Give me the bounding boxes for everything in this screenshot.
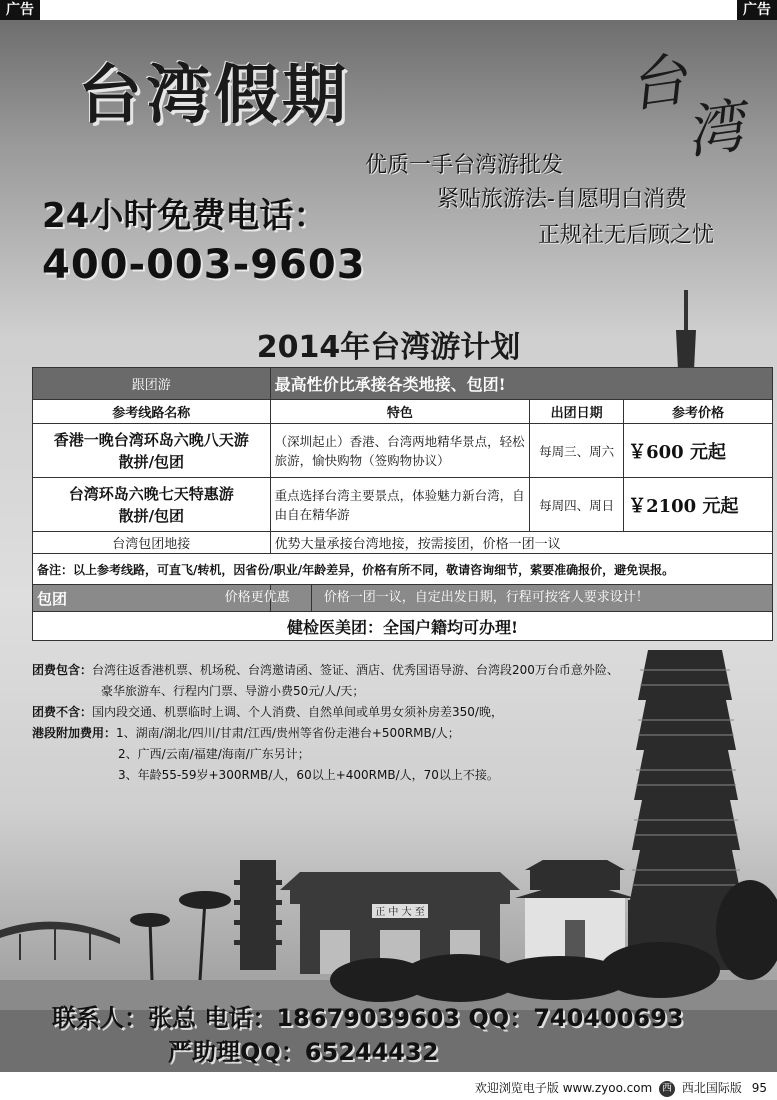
fee-included-line-2: 豪华旅游车、行程内门票、导游小费50元/人/天； [101, 684, 365, 698]
fee-included-label: 团费包含： [32, 663, 93, 677]
slogan-3: 正规社无后顾之忧 [538, 223, 715, 248]
route-title: 台湾环岛六晚七天特惠游 [68, 484, 234, 503]
travel-poster [0, 20, 777, 1072]
private-tour-desc: 价格一团一议，自定出发日期，行程可按客人要求设计！ [323, 590, 649, 605]
private-tour-row [33, 585, 773, 612]
route-dates: 每周四、周日 [530, 478, 624, 532]
header-route: 参考线路名称 [33, 400, 271, 424]
fee-extra-label: 港段附加费用： [32, 726, 117, 740]
route-type: 散拼/包团 [118, 452, 185, 471]
edition-badge-icon: 西 [659, 1081, 675, 1097]
header-price: 参考价格 [624, 400, 773, 424]
private-tour-label: 包团 [33, 585, 271, 612]
fee-excluded-line [32, 702, 652, 723]
footer-site: 欢迎浏览电子版 www.zyoo.com [474, 1081, 653, 1095]
header-feature: 特色 [270, 400, 530, 424]
fee-extra-line-3: 3、年龄55-59岁+300RMB/人，60以上+400RMB/人，70以上不接。 [118, 768, 499, 782]
slogan-1: 优质一手台湾游批发 [365, 153, 564, 178]
slogan-2: 紧贴旅游法-自愿明白消费 [437, 187, 687, 212]
route-dates: 每周三、周六 [530, 424, 624, 478]
note-text: 备注：以上参考线路，可直飞/转机，因省份/职业/年龄差异，价格有所不同，敬请咨询细节，萦要准确报价，避免误报。 [33, 554, 773, 585]
page-footer [0, 1072, 777, 1100]
local-tour-row [33, 532, 773, 554]
route-price: ￥2100 元起 [624, 478, 773, 532]
route-name [33, 424, 271, 478]
footer-edition: 西北国际版 [681, 1081, 742, 1095]
fee-details [32, 660, 652, 786]
ad-label-left: 广告 [0, 0, 40, 20]
fee-excluded-label: 团费不含： [32, 705, 93, 719]
contact-line-1: 联系人：张总 电话：18679039603 QQ：740400693 [52, 1004, 684, 1032]
group-tour-row [33, 368, 773, 400]
fee-included-line [32, 660, 652, 681]
table-row [33, 478, 773, 532]
page-number: 95 [751, 1081, 767, 1095]
local-tour-desc: 优势大量承接台湾地接，按需接团，价格一团一议 [270, 532, 772, 554]
calligraphy-char-1: 台 [624, 45, 691, 121]
fee-excluded-text: 国内段交通、机票临时上调、个人消费、自然单间或单男女须补房差350/晚， [92, 705, 503, 719]
header-dates: 出团日期 [530, 400, 624, 424]
local-tour-label: 台湾包团地接 [33, 532, 271, 554]
route-title: 香港一晚台湾环岛六晚八天游 [53, 430, 249, 449]
table-row [33, 424, 773, 478]
group-tour-label: 跟团游 [33, 368, 271, 400]
private-tour-details [224, 585, 772, 612]
calligraphy-char-2: 湾 [681, 91, 748, 167]
fee-extra-text-1: 1、湖南/湖北/四川/甘肃/江西/贵州等省份走港台+500RMB/人； [116, 726, 460, 740]
route-name [33, 478, 271, 532]
hotline-label: 24小时免费电话： [42, 196, 328, 236]
route-type: 散拼/包团 [118, 506, 185, 525]
headline: 台湾假期 [78, 59, 350, 133]
ad-label-right: 广告 [737, 0, 777, 20]
contact-line-2: 严助理QQ：65244432 [168, 1038, 439, 1066]
health-tour-text: 健检医美团：全国户籍均可办理! [33, 612, 773, 641]
route-feature: 重点选择台湾主要景点，体验魅力新台湾，自由自在精华游 [270, 478, 530, 532]
plan-title: 2014年台湾游计划 [256, 330, 521, 365]
fee-extra-line [32, 723, 652, 744]
fee-extra-line-2: 2、广西/云南/福建/海南/广东另计； [118, 747, 310, 761]
note-row [33, 554, 773, 585]
route-price: ￥600 元起 [624, 424, 773, 478]
fee-included-text: 台湾往返香港机票、机场税、台湾邀请函、签证、酒店、优秀国语导游、台湾段200万台币意外险、 [92, 663, 619, 677]
footer-info [475, 1079, 767, 1097]
route-feature: （深圳起止）香港、台湾两地精华景点，轻松旅游，愉快购物（签购物协议） [270, 424, 530, 478]
gate-plaque: 正 中 大 至 [375, 907, 425, 918]
table-header-row [33, 400, 773, 424]
hotline-number: 400-003-9603 [42, 242, 366, 288]
health-tour-row [33, 612, 773, 641]
private-tour-sub: 价格更优惠 [219, 585, 312, 611]
calligraphy-logo [625, 43, 748, 169]
group-tour-slogan: 最高性价比承接各类地接、包团! [270, 368, 772, 400]
itinerary-table [32, 367, 773, 641]
